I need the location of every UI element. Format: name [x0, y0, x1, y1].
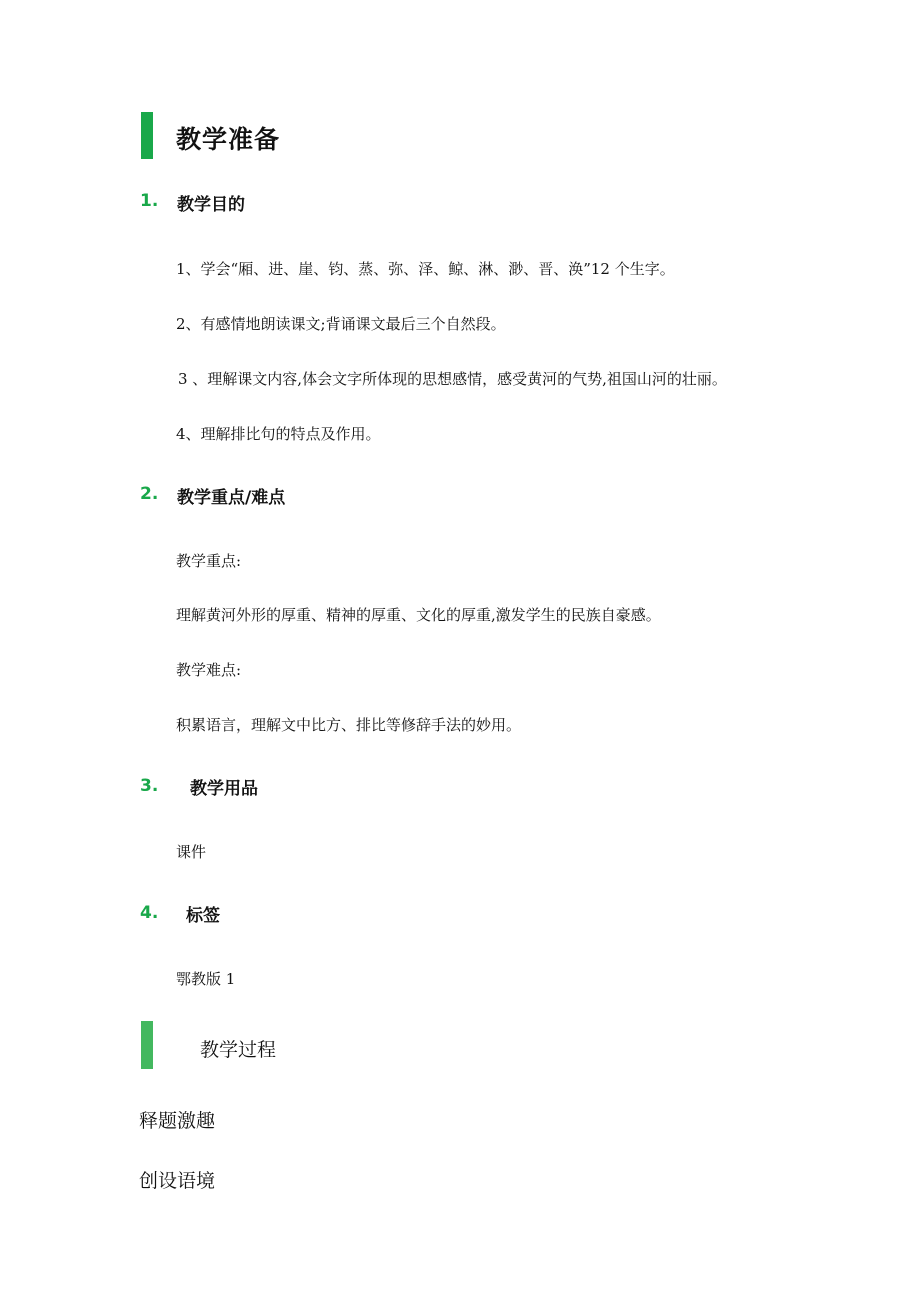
- difficult-point-label: 教学难点:: [176, 661, 242, 679]
- key-point-label: 教学重点:: [176, 552, 242, 570]
- tags-text: 鄂教版 1: [176, 970, 236, 988]
- objective-4: 4、理解排比句的特点及作用。: [176, 425, 381, 443]
- process-step-2: 创设语境: [139, 1170, 216, 1192]
- section-accent-bar: [141, 112, 153, 159]
- process-step-1: 释题激趣: [139, 1110, 216, 1132]
- key-point-text: 理解黄河外形的厚重、精神的厚重、文化的厚重,激发学生的民族自豪感。: [176, 606, 661, 624]
- item-heading-1: 教学目的: [177, 195, 245, 215]
- objective-2: 2、有感情地朗读课文;背诵课文最后三个自然段。: [176, 315, 506, 333]
- item-heading-2: 教学重点/难点: [177, 488, 286, 508]
- section-title-prep: 教学准备: [176, 125, 281, 154]
- supplies-text: 课件: [176, 843, 207, 861]
- item-heading-4: 标签: [186, 906, 220, 926]
- item-number-4: 4.: [140, 903, 159, 923]
- section-accent-bar: [141, 1021, 153, 1069]
- difficult-point-text: 积累语言，理解文中比方、排比等修辞手法的妙用。: [176, 716, 522, 734]
- objective-1: 1、学会“厢、进、崖、钧、蒸、弥、泽、鲸、淋、渺、晋、涣”12 个生字。: [176, 260, 675, 278]
- item-number-3: 3.: [140, 776, 159, 796]
- section-title-process: 教学过程: [200, 1039, 277, 1061]
- objective-3: 3 、理解课文内容,体会文字所体现的思想感情，感受黄河的气势,祖国山河的壮丽。: [178, 370, 727, 388]
- item-number-2: 2.: [140, 484, 159, 504]
- item-heading-3: 教学用品: [190, 779, 258, 799]
- item-number-1: 1.: [140, 191, 159, 211]
